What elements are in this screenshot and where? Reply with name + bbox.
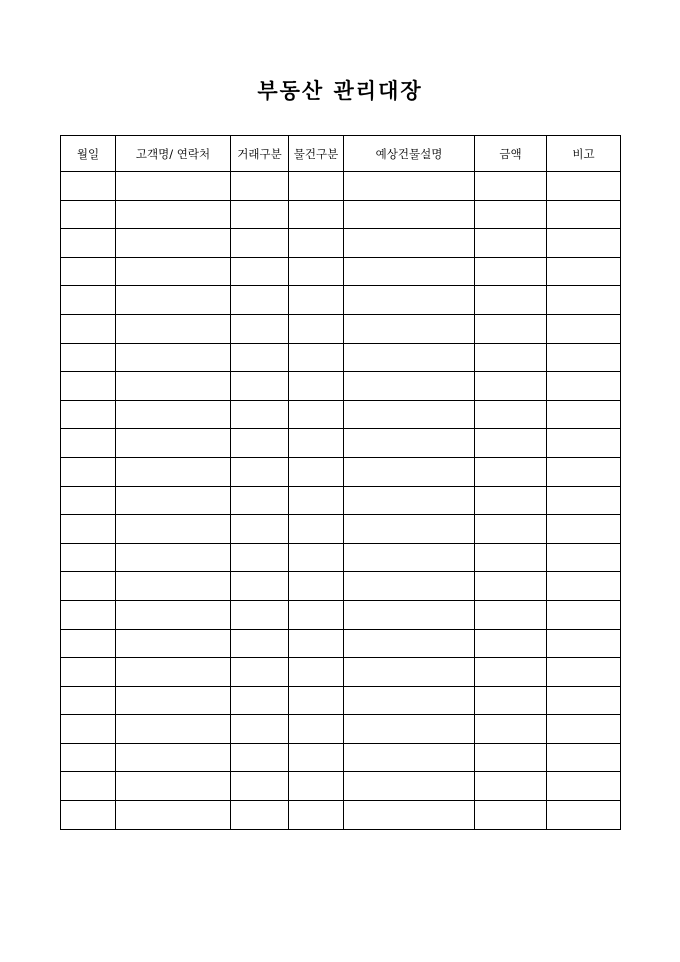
page-title: 부동산 관리대장 — [257, 78, 423, 103]
column-header-date: 월일 — [61, 136, 116, 172]
cell-date[interactable] — [61, 515, 116, 544]
cell-date[interactable] — [61, 286, 116, 315]
cell-customer-contact[interactable] — [116, 572, 231, 601]
column-header-transaction-type: 거래구분 — [231, 136, 289, 172]
cell-amount[interactable] — [475, 372, 547, 401]
cell-transaction-type[interactable] — [231, 572, 289, 601]
cell-remarks[interactable] — [547, 229, 621, 258]
cell-building-description[interactable] — [344, 715, 475, 744]
cell-remarks[interactable] — [547, 801, 621, 830]
cell-amount[interactable] — [475, 658, 547, 687]
table-row — [61, 686, 621, 715]
cell-remarks[interactable] — [547, 200, 621, 229]
table-row — [61, 715, 621, 744]
cell-amount[interactable] — [475, 572, 547, 601]
cell-building-description[interactable] — [344, 257, 475, 286]
cell-remarks[interactable] — [547, 314, 621, 343]
table-row — [61, 572, 621, 601]
cell-date[interactable] — [61, 629, 116, 658]
cell-amount[interactable] — [475, 486, 547, 515]
cell-transaction-type[interactable] — [231, 200, 289, 229]
cell-date[interactable] — [61, 715, 116, 744]
cell-property-type[interactable] — [289, 543, 344, 572]
cell-transaction-type[interactable] — [231, 743, 289, 772]
cell-customer-contact[interactable] — [116, 229, 231, 258]
cell-building-description[interactable] — [344, 343, 475, 372]
cell-customer-contact[interactable] — [116, 286, 231, 315]
cell-property-type[interactable] — [289, 314, 344, 343]
cell-property-type[interactable] — [289, 658, 344, 687]
cell-date[interactable] — [61, 314, 116, 343]
cell-customer-contact[interactable] — [116, 772, 231, 801]
cell-transaction-type[interactable] — [231, 343, 289, 372]
column-header-building-description: 예상건물설명 — [344, 136, 475, 172]
cell-date[interactable] — [61, 229, 116, 258]
cell-property-type[interactable] — [289, 772, 344, 801]
cell-property-type[interactable] — [289, 629, 344, 658]
cell-customer-contact[interactable] — [116, 515, 231, 544]
cell-amount[interactable] — [475, 314, 547, 343]
cell-remarks[interactable] — [547, 600, 621, 629]
cell-transaction-type[interactable] — [231, 686, 289, 715]
cell-amount[interactable] — [475, 600, 547, 629]
cell-amount[interactable] — [475, 400, 547, 429]
cell-property-type[interactable] — [289, 600, 344, 629]
cell-customer-contact[interactable] — [116, 629, 231, 658]
cell-remarks[interactable] — [547, 257, 621, 286]
cell-date[interactable] — [61, 600, 116, 629]
cell-building-description[interactable] — [344, 572, 475, 601]
cell-customer-contact[interactable] — [116, 372, 231, 401]
cell-building-description[interactable] — [344, 515, 475, 544]
cell-amount[interactable] — [475, 286, 547, 315]
cell-date[interactable] — [61, 257, 116, 286]
cell-customer-contact[interactable] — [116, 658, 231, 687]
cell-transaction-type[interactable] — [231, 715, 289, 744]
cell-amount[interactable] — [475, 457, 547, 486]
cell-property-type[interactable] — [289, 429, 344, 458]
cell-building-description[interactable] — [344, 543, 475, 572]
cell-building-description[interactable] — [344, 600, 475, 629]
cell-property-type[interactable] — [289, 286, 344, 315]
cell-customer-contact[interactable] — [116, 343, 231, 372]
cell-transaction-type[interactable] — [231, 486, 289, 515]
cell-amount[interactable] — [475, 343, 547, 372]
cell-amount[interactable] — [475, 429, 547, 458]
table-row — [61, 600, 621, 629]
cell-property-type[interactable] — [289, 572, 344, 601]
cell-customer-contact[interactable] — [116, 743, 231, 772]
cell-remarks[interactable] — [547, 715, 621, 744]
cell-date[interactable] — [61, 486, 116, 515]
cell-transaction-type[interactable] — [231, 286, 289, 315]
cell-transaction-type[interactable] — [231, 400, 289, 429]
cell-transaction-type[interactable] — [231, 658, 289, 687]
cell-customer-contact[interactable] — [116, 200, 231, 229]
cell-date[interactable] — [61, 457, 116, 486]
cell-transaction-type[interactable] — [231, 372, 289, 401]
cell-date[interactable] — [61, 772, 116, 801]
cell-building-description[interactable] — [344, 801, 475, 830]
cell-building-description[interactable] — [344, 429, 475, 458]
cell-date[interactable] — [61, 743, 116, 772]
cell-date[interactable] — [61, 200, 116, 229]
cell-property-type[interactable] — [289, 257, 344, 286]
table-row — [61, 515, 621, 544]
column-header-amount: 금액 — [475, 136, 547, 172]
cell-date[interactable] — [61, 172, 116, 201]
cell-transaction-type[interactable] — [231, 429, 289, 458]
cell-building-description[interactable] — [344, 772, 475, 801]
cell-remarks[interactable] — [547, 629, 621, 658]
cell-date[interactable] — [61, 400, 116, 429]
table-row — [61, 229, 621, 258]
cell-property-type[interactable] — [289, 686, 344, 715]
table-row — [61, 314, 621, 343]
table-row — [61, 372, 621, 401]
cell-transaction-type[interactable] — [231, 314, 289, 343]
cell-amount[interactable] — [475, 515, 547, 544]
cell-building-description[interactable] — [344, 372, 475, 401]
ledger-table — [60, 135, 621, 830]
cell-amount[interactable] — [475, 172, 547, 201]
table-row — [61, 658, 621, 687]
cell-customer-contact[interactable] — [116, 172, 231, 201]
cell-amount[interactable] — [475, 686, 547, 715]
table-row — [61, 257, 621, 286]
cell-amount[interactable] — [475, 772, 547, 801]
cell-customer-contact[interactable] — [116, 600, 231, 629]
ledger-body — [61, 172, 621, 830]
cell-remarks[interactable] — [547, 486, 621, 515]
cell-property-type[interactable] — [289, 229, 344, 258]
cell-amount[interactable] — [475, 543, 547, 572]
cell-remarks[interactable] — [547, 515, 621, 544]
cell-amount[interactable] — [475, 743, 547, 772]
cell-customer-contact[interactable] — [116, 486, 231, 515]
cell-remarks[interactable] — [547, 172, 621, 201]
table-row — [61, 629, 621, 658]
cell-amount[interactable] — [475, 200, 547, 229]
cell-date[interactable] — [61, 658, 116, 687]
cell-building-description[interactable] — [344, 658, 475, 687]
table-row — [61, 343, 621, 372]
table-row — [61, 429, 621, 458]
cell-property-type[interactable] — [289, 515, 344, 544]
cell-customer-contact[interactable] — [116, 715, 231, 744]
column-header-remarks: 비고 — [547, 136, 621, 172]
cell-amount[interactable] — [475, 257, 547, 286]
cell-building-description[interactable] — [344, 229, 475, 258]
cell-transaction-type[interactable] — [231, 543, 289, 572]
cell-remarks[interactable] — [547, 743, 621, 772]
cell-remarks[interactable] — [547, 343, 621, 372]
cell-remarks[interactable] — [547, 286, 621, 315]
cell-amount[interactable] — [475, 801, 547, 830]
cell-date[interactable] — [61, 801, 116, 830]
cell-remarks[interactable] — [547, 686, 621, 715]
cell-remarks[interactable] — [547, 543, 621, 572]
cell-building-description[interactable] — [344, 486, 475, 515]
cell-transaction-type[interactable] — [231, 629, 289, 658]
cell-remarks[interactable] — [547, 572, 621, 601]
cell-transaction-type[interactable] — [231, 515, 289, 544]
cell-amount[interactable] — [475, 715, 547, 744]
column-header-property-type: 물건구분 — [289, 136, 344, 172]
table-row — [61, 200, 621, 229]
cell-transaction-type[interactable] — [231, 457, 289, 486]
cell-transaction-type[interactable] — [231, 801, 289, 830]
cell-transaction-type[interactable] — [231, 172, 289, 201]
cell-property-type[interactable] — [289, 400, 344, 429]
cell-building-description[interactable] — [344, 629, 475, 658]
cell-building-description[interactable] — [344, 400, 475, 429]
cell-remarks[interactable] — [547, 772, 621, 801]
cell-property-type[interactable] — [289, 743, 344, 772]
cell-property-type[interactable] — [289, 715, 344, 744]
table-row — [61, 801, 621, 830]
cell-customer-contact[interactable] — [116, 400, 231, 429]
cell-property-type[interactable] — [289, 372, 344, 401]
cell-building-description[interactable] — [344, 314, 475, 343]
cell-building-description[interactable] — [344, 200, 475, 229]
cell-property-type[interactable] — [289, 172, 344, 201]
cell-property-type[interactable] — [289, 200, 344, 229]
cell-building-description[interactable] — [344, 172, 475, 201]
cell-property-type[interactable] — [289, 457, 344, 486]
cell-transaction-type[interactable] — [231, 772, 289, 801]
cell-date[interactable] — [61, 686, 116, 715]
cell-remarks[interactable] — [547, 457, 621, 486]
cell-transaction-type[interactable] — [231, 257, 289, 286]
table-row — [61, 400, 621, 429]
cell-customer-contact[interactable] — [116, 543, 231, 572]
cell-date[interactable] — [61, 429, 116, 458]
cell-transaction-type[interactable] — [231, 600, 289, 629]
table-row — [61, 457, 621, 486]
cell-date[interactable] — [61, 572, 116, 601]
column-header-customer-contact: 고객명/ 연락처 — [116, 136, 231, 172]
cell-amount[interactable] — [475, 629, 547, 658]
table-row — [61, 286, 621, 315]
cell-remarks[interactable] — [547, 658, 621, 687]
cell-customer-contact[interactable] — [116, 429, 231, 458]
cell-customer-contact[interactable] — [116, 686, 231, 715]
cell-customer-contact[interactable] — [116, 314, 231, 343]
cell-building-description[interactable] — [344, 457, 475, 486]
cell-property-type[interactable] — [289, 486, 344, 515]
cell-building-description[interactable] — [344, 286, 475, 315]
cell-amount[interactable] — [475, 229, 547, 258]
table-row — [61, 772, 621, 801]
cell-date[interactable] — [61, 343, 116, 372]
cell-date[interactable] — [61, 543, 116, 572]
cell-customer-contact[interactable] — [116, 457, 231, 486]
cell-remarks[interactable] — [547, 372, 621, 401]
cell-remarks[interactable] — [547, 429, 621, 458]
table-row — [61, 172, 621, 201]
cell-building-description[interactable] — [344, 686, 475, 715]
table-row — [61, 543, 621, 572]
cell-building-description[interactable] — [344, 743, 475, 772]
table-row — [61, 743, 621, 772]
cell-transaction-type[interactable] — [231, 229, 289, 258]
cell-property-type[interactable] — [289, 801, 344, 830]
cell-remarks[interactable] — [547, 400, 621, 429]
header-row — [61, 136, 621, 172]
table-row — [61, 486, 621, 515]
cell-customer-contact[interactable] — [116, 257, 231, 286]
cell-property-type[interactable] — [289, 343, 344, 372]
cell-date[interactable] — [61, 372, 116, 401]
cell-customer-contact[interactable] — [116, 801, 231, 830]
